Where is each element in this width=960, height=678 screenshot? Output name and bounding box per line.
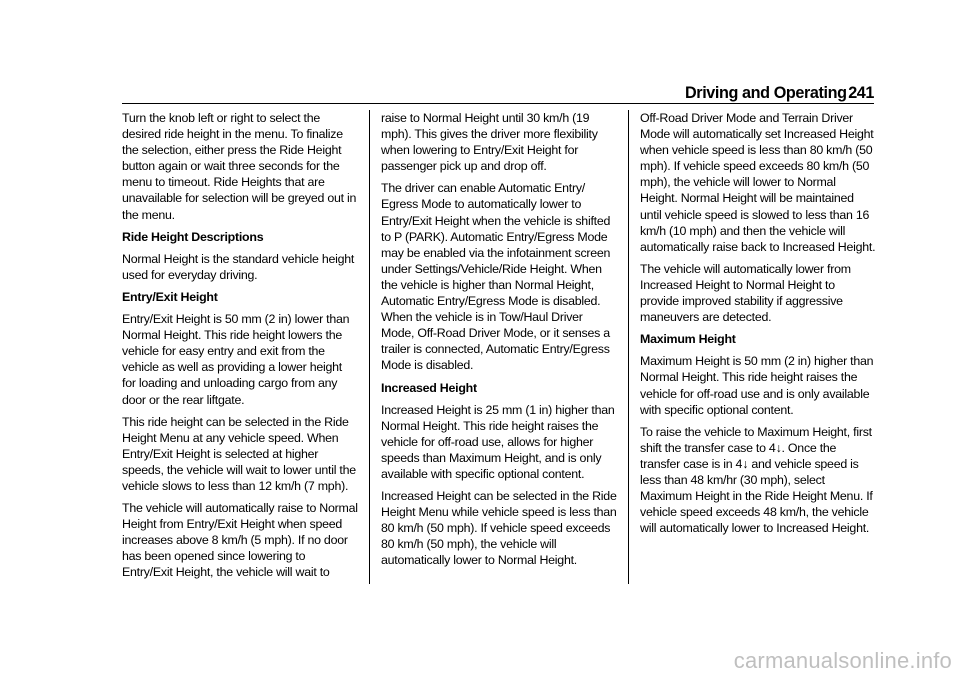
subheading: Entry/Exit Height — [122, 289, 218, 304]
paragraph-text: . Once the transfer case is in 4 — [640, 440, 837, 471]
paragraph: Normal Height is the standard vehicle height used for everyday driving. — [122, 251, 355, 282]
paragraph: The vehicle will automatically lower from Increased Height to Normal Height to provide improved stability if aggressive maneuvers are detected. — [640, 261, 851, 325]
text-column-2 — [381, 110, 619, 575]
paragraph: Maximum Height is 50 mm (2 in) higher than Normal Height. This ride height raises the vehicle for off-road use and is only available with specific optional content. — [640, 354, 874, 417]
section-title: Driving and Operating — [685, 84, 847, 102]
paragraph: Increased Height is 25 mm (1 in) higher than Normal Height. This ride height raises the vehicle for off-road use, allows for higher speeds than Maximum Height, and is only available with specific optional content. — [381, 402, 615, 481]
paragraph-text: To raise the vehicle to Maximum Height, first shift the transfer case to 4 — [640, 424, 872, 455]
subheading: Ride Height Descriptions — [122, 229, 264, 244]
page-header — [660, 84, 874, 104]
header-rule — [122, 103, 874, 104]
text-column-3 — [640, 110, 876, 542]
paragraph: The driver can enable Automatic Entry/ Egress Mode to automatically lower to Entry/Exit Height when the vehicle is shifted to P (PARK). Automatic Entry/Egress Mode may be enabled via the infotainment screen under Settings/Vehicle/Ride Height. When the vehicle is higher than Normal Height, Automatic Entry/Egress Mode is disabled. When the vehicle is in Tow/Haul Driver Mode, Off-Road Driver Mode, or it senses a trailer is connected, Automatic Entry/Egress Mode is disabled. — [381, 181, 611, 373]
subheading: Maximum Height — [640, 332, 736, 347]
column-divider — [628, 110, 629, 584]
page-number: 241 — [848, 84, 874, 102]
subheading: Increased Height — [381, 380, 477, 395]
paragraph: This ride height can be selected in the Ride Height Menu at any vehicle speed. When Entry/Exit Height is selected at higher speeds, the vehicle will wait to lower until the vehicle slows to less than 12 km/h (7 mph). — [122, 414, 356, 493]
paragraph-with-symbols — [640, 424, 876, 537]
paragraph: Turn the knob left or right to select the desired ride height in the menu. To finalize the selection, either press the Ride Height button again or wait three seconds for the menu to timeout. Ride Heights that are unavailable for selection will be greyed out in the menu. — [122, 111, 357, 222]
paragraph: Off-Road Driver Mode and Terrain Driver Mode will automatically set Increased Height when vehicle speed is less than 80 km/h (50 mph). If vehicle speed exceeds 80 km/h (50 mph), the vehicle will lower to Normal Height. Normal Height will be maintained until vehicle speed is slowed to less than 16 km/h (10 mph) and then the vehicle will automatically raise back to Increased Height. — [640, 111, 876, 254]
watermark: carmanualsonline.info — [733, 648, 952, 673]
low-range-arrow-icon: ↓ — [742, 456, 749, 471]
paragraph: The vehicle will automatically raise to Normal Height from Entry/Exit Height when speed increases above 8 km/h (5 mph). If no door has been opened since lowering to Entry/Exit Height, the vehicle will wait to — [122, 501, 358, 580]
paragraph: Entry/Exit Height is 50 mm (2 in) lower than Normal Height. This ride height lowers the vehicle for easy entry and exit from the vehicle as well as providing a lower height for loading and unloading cargo from any door or the rear liftgate. — [122, 312, 350, 407]
text-column-1 — [122, 110, 358, 587]
paragraph: Increased Height can be selected in the Ride Height Menu while vehicle speed is less than 80 km/h (50 mph). If vehicle speed exceeds 80 km/h (50 mph), the vehicle will automatically lower to Normal Height. — [381, 489, 617, 568]
paragraph: raise to Normal Height until 30 km/h (19 mph). This gives the driver more flexibility when lowering to Entry/Exit Height for passenger pick up and drop off. — [381, 111, 598, 174]
low-range-arrow-icon: ↓ — [775, 440, 782, 455]
column-divider — [369, 110, 370, 584]
paragraph-text: and vehicle speed is less than 48 km/hr (30 mph), select Maximum Height in the Ride Height Menu. If vehicle speed exceeds 48 km/h, the vehicle will automatically lower to Increased Height. — [640, 456, 873, 536]
